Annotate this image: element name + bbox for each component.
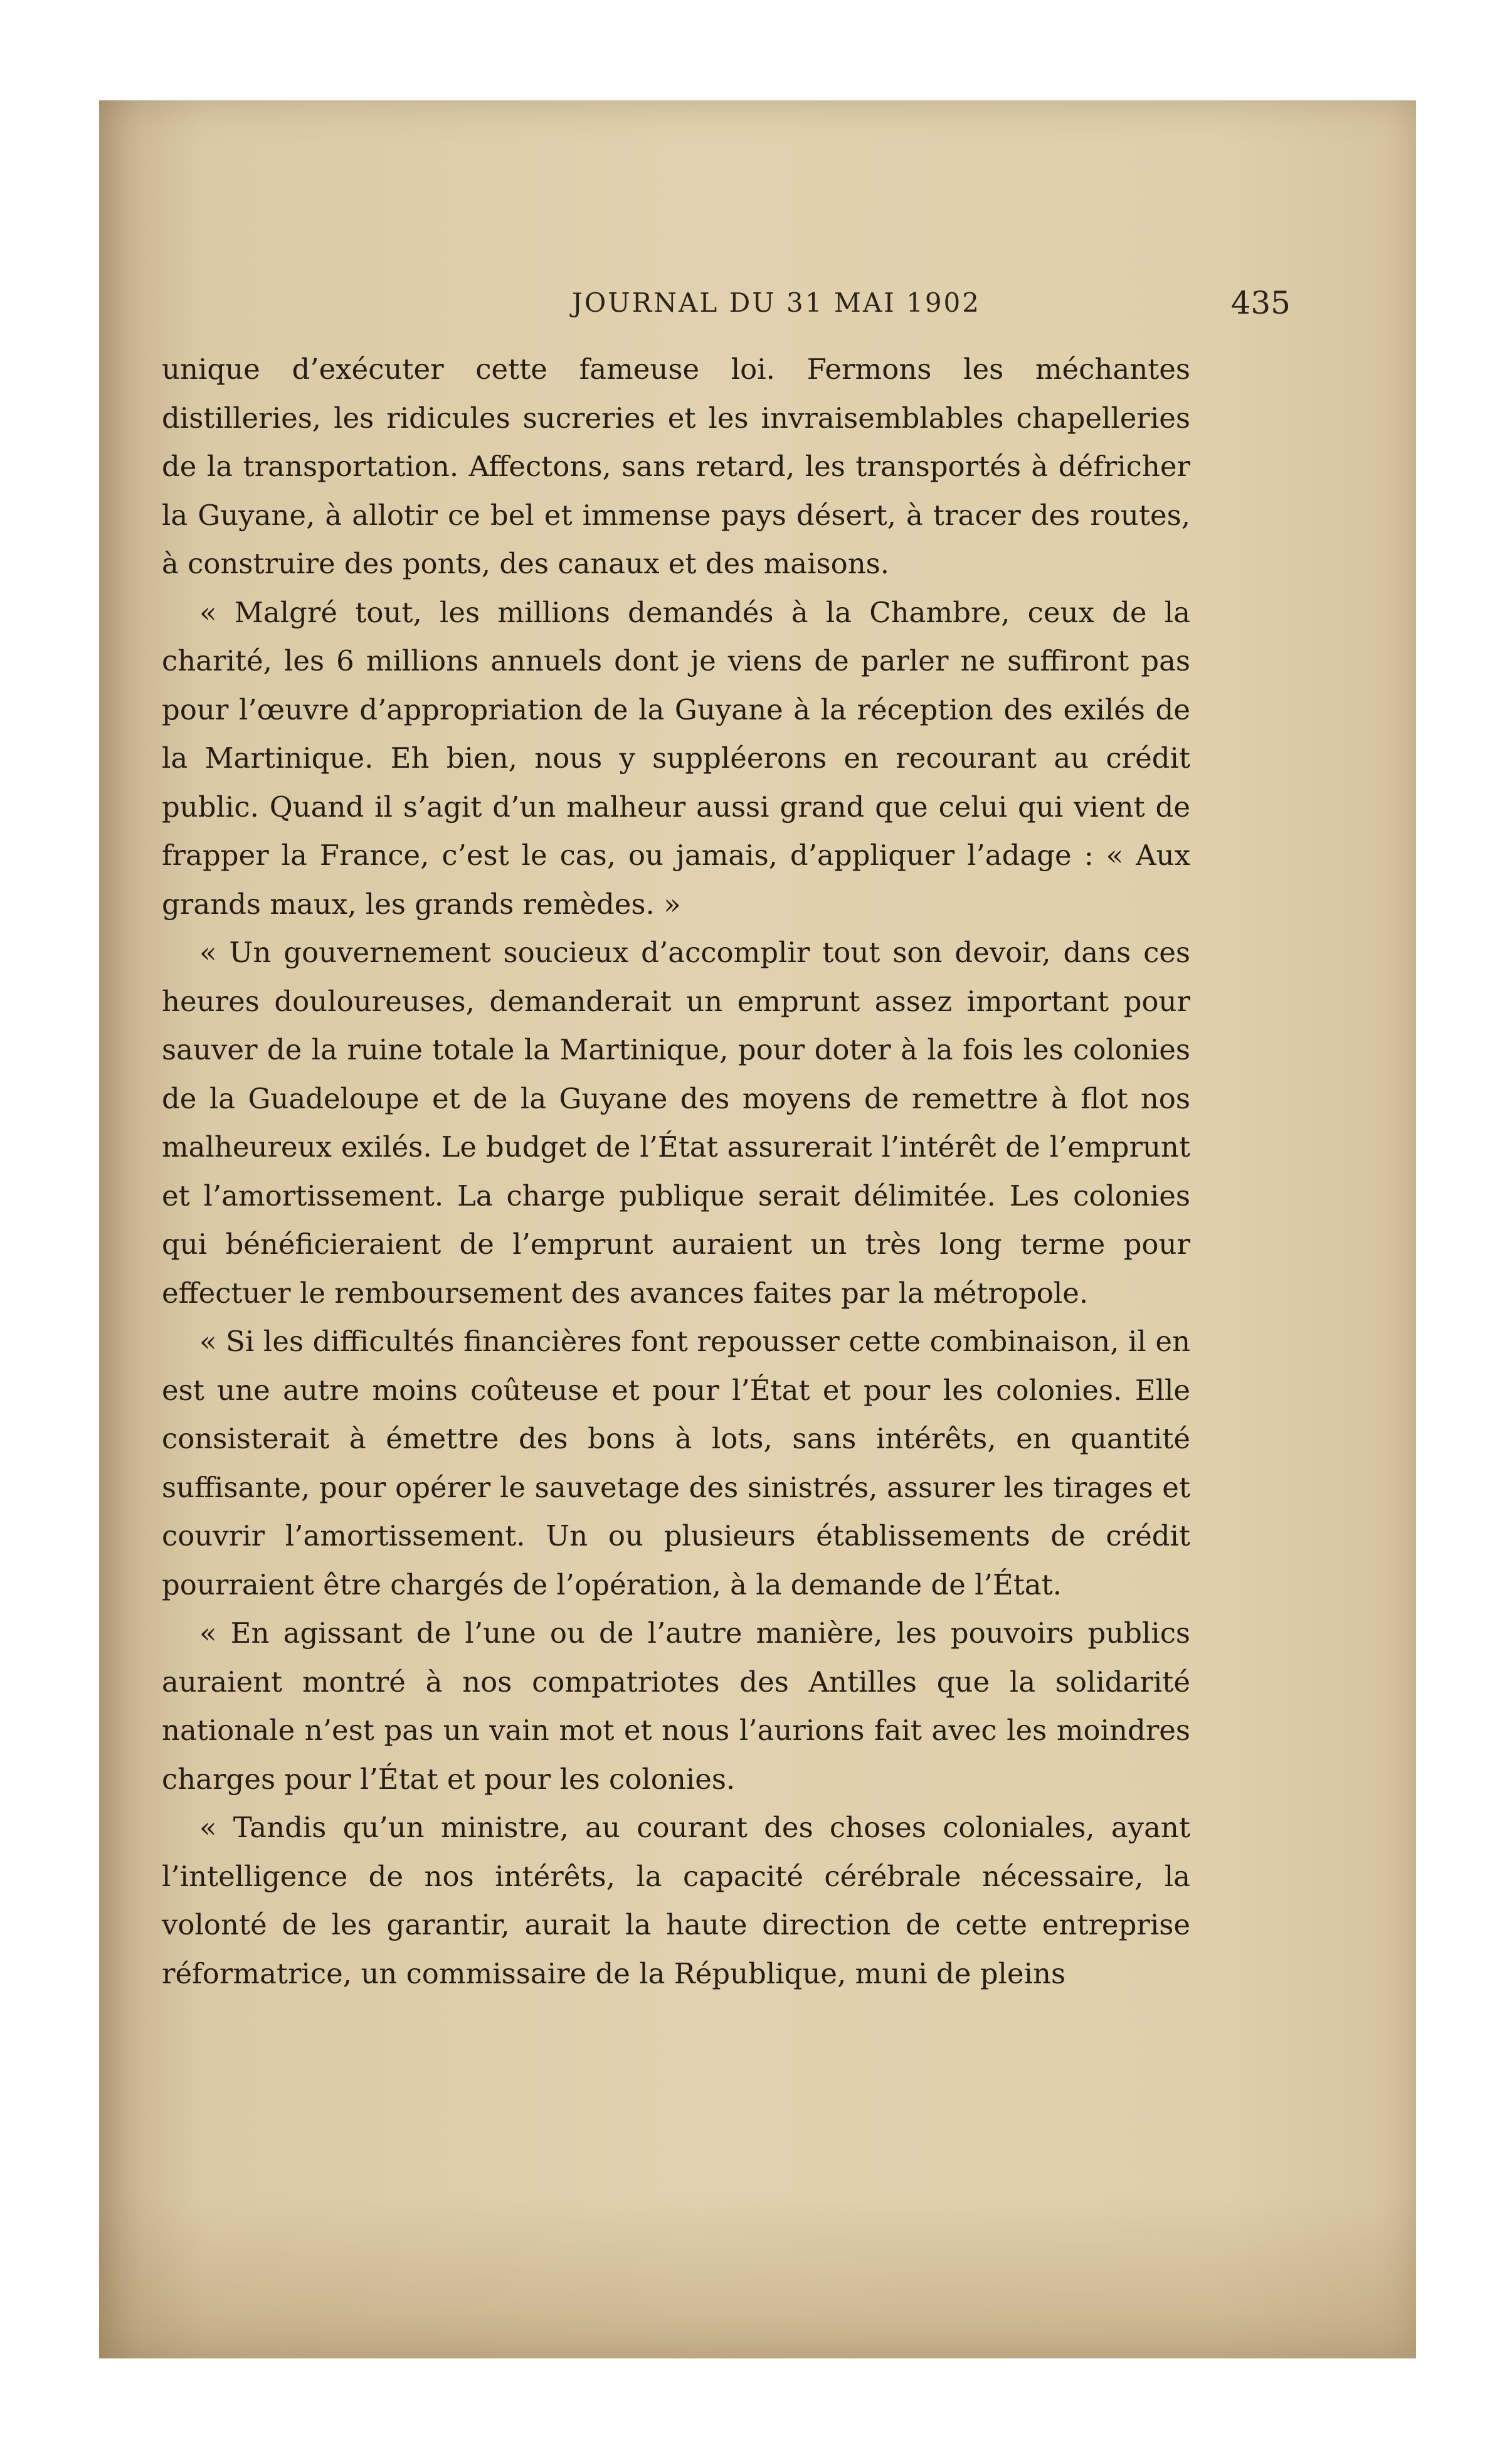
page-header (262, 281, 1291, 325)
paragraph-6: « Tandis qu’un ministre, au courant des choses coloniales, ayant l’intelligence de nos intérêts, la capacité cérébrale nécessaire, la volonté de les garantir, aurait la haute direction de cette entreprise réformatrice, un commissaire de la République, muni de pleins (162, 1811, 1190, 1990)
paragraph-2: « Malgré tout, les millions demandés à la Chambre, ceux de la charité, les 6 millions annuels dont je viens de parler ne suffiront pas pour l’œuvre d’appropriation de la Guyane à la réception des exilés de la Martinique. Eh bien, nous y suppléerons en recourant au crédit public. Quand il s’agit d’un malheur aussi grand que celui qui vient de frapper la France, c’est le cas, ou jamais, d’appliquer l’adage : « Aux grands maux, les grands remèdes. » (162, 595, 1190, 921)
running-title: JOURNAL DU 31 MAI 1902 (572, 287, 981, 318)
paragraph-3: « Un gouvernement soucieux d’accomplir tout son devoir, dans ces heures douloureuses, demanderait un emprunt assez important pour sauver de la ruine totale la Martinique, pour doter à la fois les colonies de la Guadeloupe et de la Guyane des moyens de remettre à flot nos malheureux exilés. Le budget de l’État assurerait l’intérêt de l’emprunt et l’amortissement. La charge publique serait délimitée. Les colonies qui bénéficieraient de l’emprunt auraient un très long terme pour effectuer le remboursement des avances faites par la métropole. (162, 936, 1190, 1310)
paragraph-4: « Si les difficultés financières font repousser cette combinaison, il en est une autre moins coûteuse et pour l’État et pour les colonies. Elle consisterait à émettre des bons à lots, sans intérêts, en quantité suffisante, pour opérer le sauvetage des sinistrés, assurer les tirages et couvrir l’amortissement. Un ou plusieurs établissements de crédit pourraient être chargés de l’opération, à la demande de l’État. (162, 1325, 1190, 1601)
book-page (99, 100, 1416, 2358)
paragraph-5: « En agissant de l’une ou de l’autre manière, les pouvoirs publics auraient montré à nos compatriotes des Antilles que la solidarité nationale n’est pas un vain mot et nous l’aurions fait avec les moindres charges pour l’État et pour les colonies. (162, 1616, 1190, 1796)
body-text (162, 345, 1190, 1998)
page-number: 435 (1230, 285, 1291, 321)
paragraph-1: unique d’exécuter cette fameuse loi. Fermons les méchantes distilleries, les ridicules sucreries et les invraisemblables chapelleries de la transportation. Affectons, sans retard, les transportés à défricher la Guyane, à allotir ce bel et immense pays désert, à tracer des routes, à construire des ponts, des canaux et des maisons. (162, 353, 1190, 580)
